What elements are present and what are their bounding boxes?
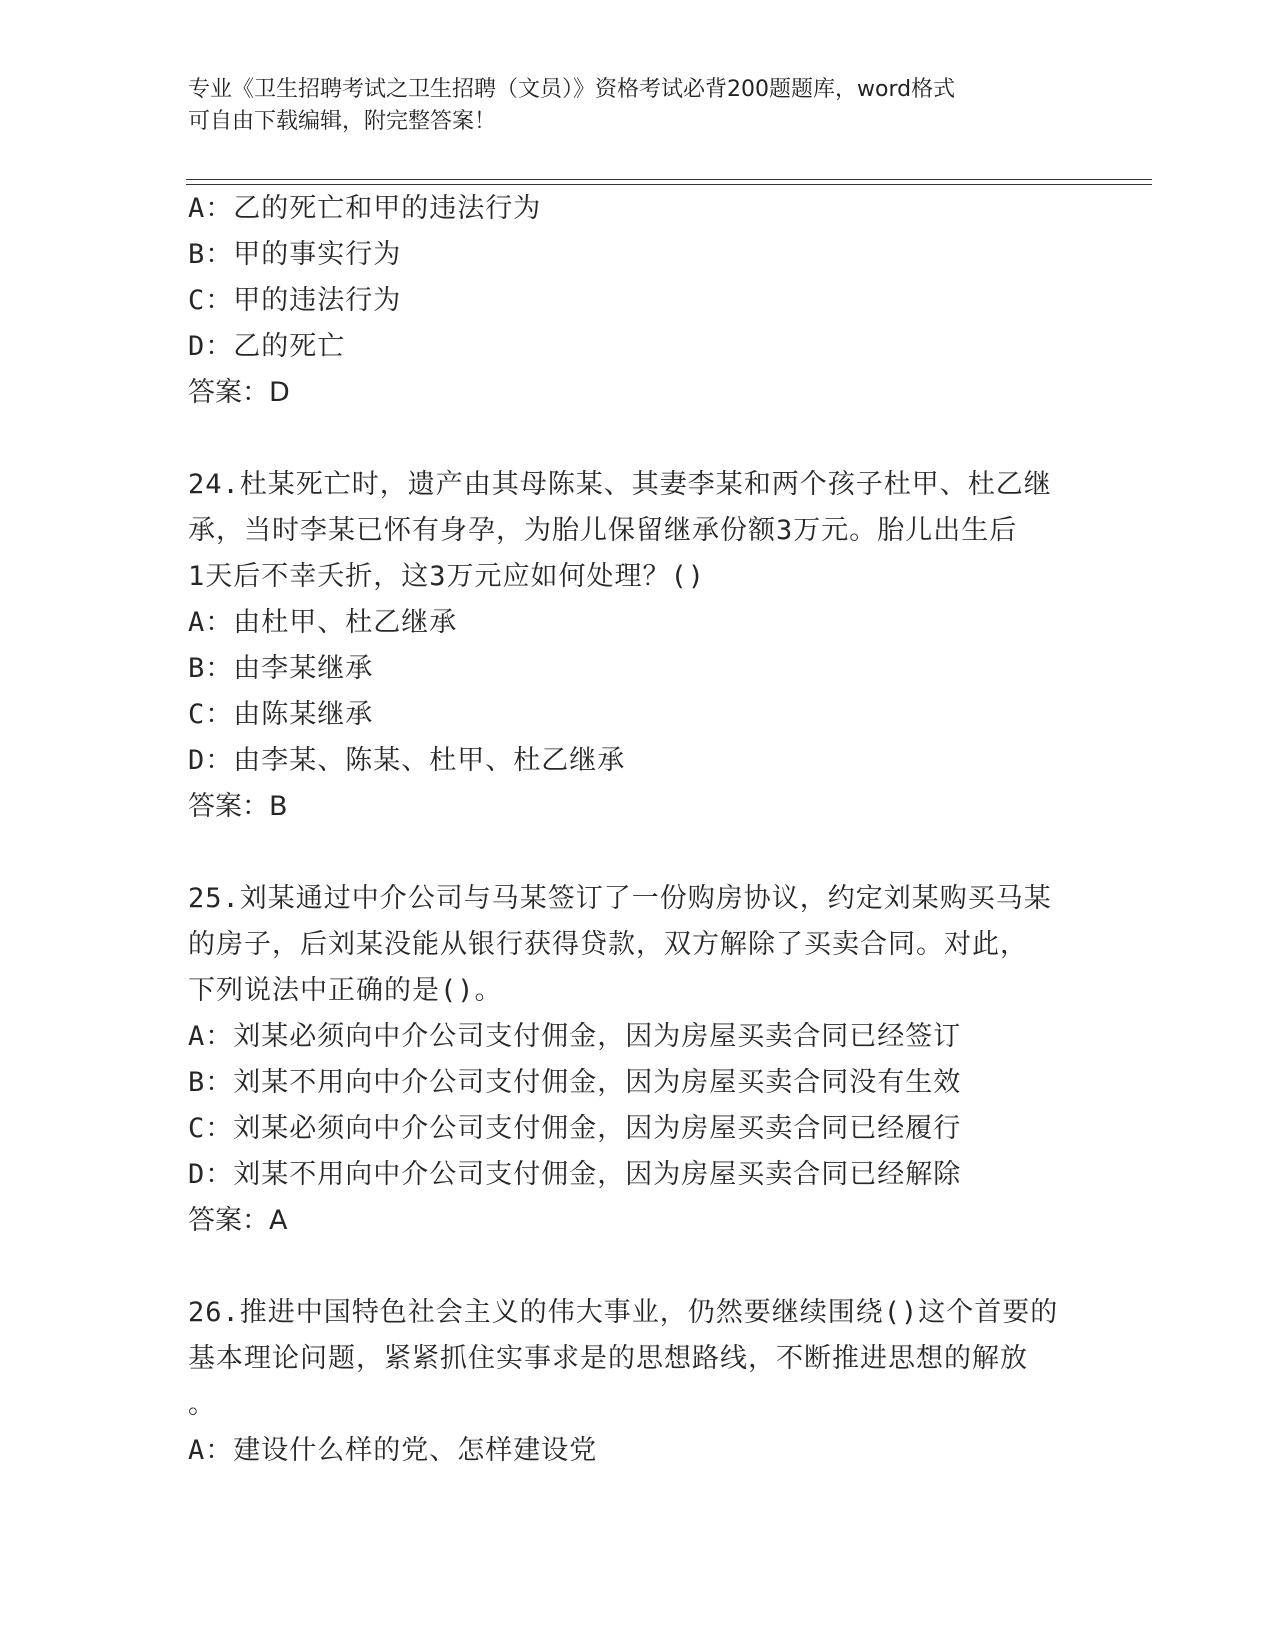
header-line-2: 可自由下载编辑，附完整答案！ (188, 109, 497, 134)
option-c: C：甲的违法行为 (188, 285, 402, 316)
stem-line: 的房子，后刘某没能从银行获得贷款，双方解除了买卖合同。对此， (188, 929, 1028, 960)
stem-line: 24.杜某死亡时，遗产由其母陈某、其妻李某和两个孩子杜甲、杜乙继 (188, 469, 1052, 500)
question-list (188, 186, 1088, 1474)
spacer (188, 416, 1088, 462)
answer: 答案：A (188, 1205, 288, 1236)
stem-line: 1天后不幸夭折，这3万元应如何处理？() (188, 561, 706, 592)
stem-line: 25.刘某通过中介公司与马某签订了一份购房协议，约定刘某购买马某 (188, 883, 1052, 914)
question-23 (188, 186, 1088, 416)
stem-line: 承，当时李某已怀有身孕，为胎儿保留继承份额3万元。胎儿出生后 (188, 515, 1018, 546)
question-stem (188, 462, 1088, 600)
option-b: B：刘某不用向中介公司支付佣金，因为房屋买卖合同没有生效 (188, 1067, 962, 1098)
option-d: D：刘某不用向中介公司支付佣金，因为房屋买卖合同已经解除 (188, 1159, 962, 1190)
header-line-1: 专业《卫生招聘考试之卫生招聘（文员）》资格考试必背200题题库，word格式 (188, 77, 956, 102)
answer: 答案：D (188, 377, 290, 408)
option-b: B：甲的事实行为 (188, 239, 402, 270)
stem-line: 。 (188, 1389, 216, 1420)
stem-line: 下列说法中正确的是()。 (188, 975, 503, 1006)
answer: 答案：B (188, 791, 288, 822)
stem-line: 基本理论问题，紧紧抓住实事求是的思想路线，不断推进思想的解放 (188, 1343, 1028, 1374)
spacer (188, 1244, 1088, 1290)
option-a: A：由杜甲、杜乙继承 (188, 607, 458, 638)
spacer (188, 830, 1088, 876)
option-a: A：刘某必须向中介公司支付佣金，因为房屋买卖合同已经签订 (188, 1021, 962, 1052)
option-a: A：乙的死亡和甲的违法行为 (188, 193, 542, 224)
question-25 (188, 876, 1088, 1244)
header-rule-bottom (186, 184, 1152, 185)
question-26 (188, 1290, 1088, 1474)
header-rule-top (186, 179, 1152, 180)
option-d: D：由李某、陈某、杜甲、杜乙继承 (188, 745, 626, 776)
option-a: A：建设什么样的党、怎样建设党 (188, 1435, 598, 1466)
stem-line: 26.推进中国特色社会主义的伟大事业，仍然要继续围绕()这个首要的 (188, 1297, 1059, 1328)
question-stem (188, 876, 1088, 1014)
option-c: C：刘某必须向中介公司支付佣金，因为房屋买卖合同已经履行 (188, 1113, 962, 1144)
option-b: B：由李某继承 (188, 653, 374, 684)
option-d: D：乙的死亡 (188, 331, 346, 362)
option-c: C：由陈某继承 (188, 699, 374, 730)
document-header (188, 74, 1088, 138)
question-24 (188, 462, 1088, 830)
question-stem (188, 1290, 1088, 1428)
